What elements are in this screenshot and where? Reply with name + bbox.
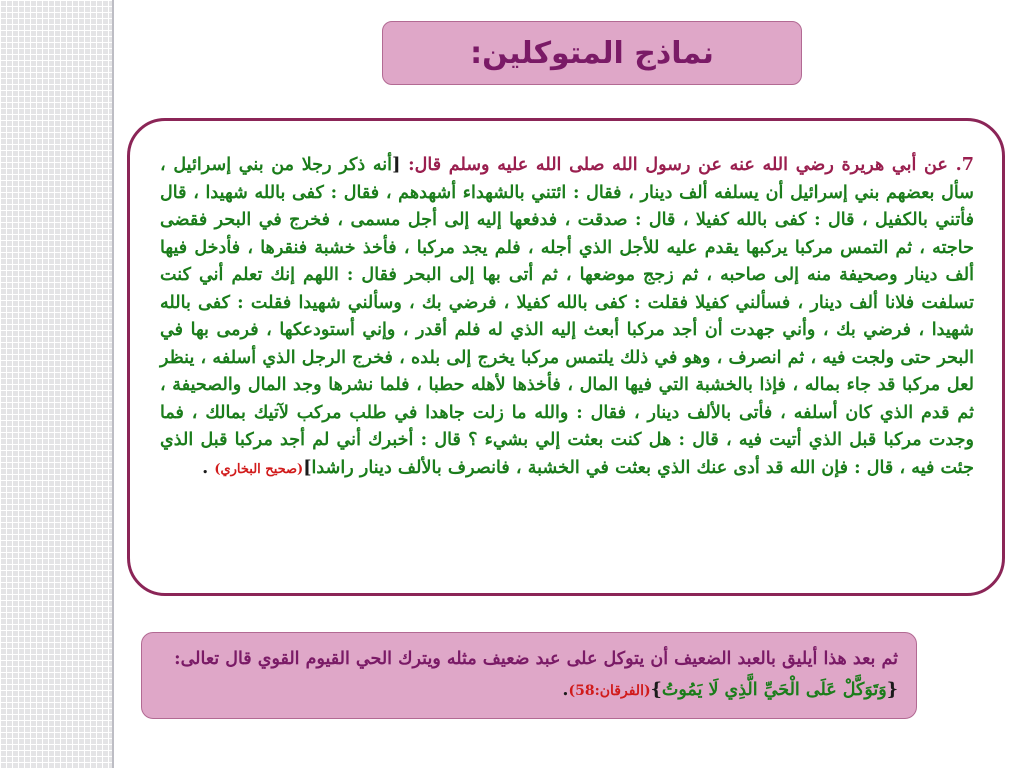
- conclusion-banner: [141, 632, 917, 719]
- open-bracket: [: [392, 154, 401, 175]
- quran-verse: وَتَوَكَّلْ عَلَى الْحَيِّ الَّذِي لَا يَمُوتُ: [661, 680, 887, 700]
- vertical-divider: [112, 0, 114, 768]
- conclusion-sentence: ثم بعد هذا أيليق بالعبد الضعيف أن يتوكل على عبد ضعيف مثله ويترك الحي القيوم القوي قال تعالى:: [174, 649, 898, 669]
- close-brace: }: [650, 680, 662, 700]
- grid-pattern-strip: [0, 0, 112, 768]
- hadith-panel: [127, 118, 1005, 596]
- hadith-number: 7.: [955, 154, 974, 175]
- page-title: نماذج المتوكلين:: [470, 35, 714, 71]
- hadith-source: (صحيح البخاري): [214, 461, 304, 477]
- conclusion-end-mark: .: [562, 680, 569, 700]
- hadith-text: [160, 151, 974, 483]
- hadith-body: أنه ذكر رجلا من بني إسرائيل ، سأل بعضهم بني إسرائيل أن يسلفه ألف دينار ، فقال : ائتني بالشهداء أشهدهم ، فقال : كفى بالله شهيدا ، قال فأتني بالكفيل ، قال : كفى بالله كفيلا ، قال : صدقت ، فدفعها إليه إلى أجل مسمى ، فخرج في البحر فقضى حاجته ، ثم التمس مركبا يركبها يقدم عليه للأجل الذي أجله ، فلم يجد مركبا ، فأخذ خشبة فنقرها ، فأدخل فيها ألف دينار وصحيفة منه إلى صاحبه ، ثم زجج موضعها ، ثم أتى بها إلى البحر فقال : اللهم إنك تعلم أني كنت تسلفت فلانا ألف دينار ، فسألني كفيلا فقلت : كفى بالله كفيلا ، فرضي بك ، وسألني شهيدا فقلت : كفى بالله شهيدا ، فرضي بك ، وأني جهدت أن أجد مركبا أبعث إليه الذي له فلم أقدر ، وإني أستودعكها ، فرمى بها في البحر حتى ولجت فيه ، ثم انصرف ، وهو في ذلك يلتمس مركبا يخرج إلى بلده ، فخرج الرجل الذي أسلفه ، ينظر لعل مركبا قد جاء بماله ، فإذا بالخشبة التي فيها المال ، فأخذها لأهله حطبا ، فلما نشرها وجد المال والصحيفة ، ثم قدم الذي كان أسلفه ، فأتى بالألف دينار ، فقال : والله ما زلت جاهدا في طلب مركب لآتيك بمالك ، فما وجدت مركبا قبل الذي أتيت فيه ، قال : هل كنت بعثت إلي بشيء ؟ قال : أخبرك أني لم أجد مركبا قبل الذي جئت فيه ، قال : فإن الله قد أدى عنك الذي بعثت في الخشبة ، فانصرف بالألف دينار راشدا: [160, 154, 974, 478]
- open-brace: {: [886, 680, 898, 700]
- conclusion-text: [160, 644, 898, 707]
- verse-reference: (الفرقان:58): [568, 683, 651, 699]
- close-bracket: ]: [303, 456, 312, 478]
- hadith-end-mark: .: [202, 456, 215, 478]
- title-banner: [382, 21, 802, 85]
- hadith-chain: عن أبي هريرة رضي الله عنه عن رسول الله صلى الله عليه وسلم قال:: [408, 154, 948, 175]
